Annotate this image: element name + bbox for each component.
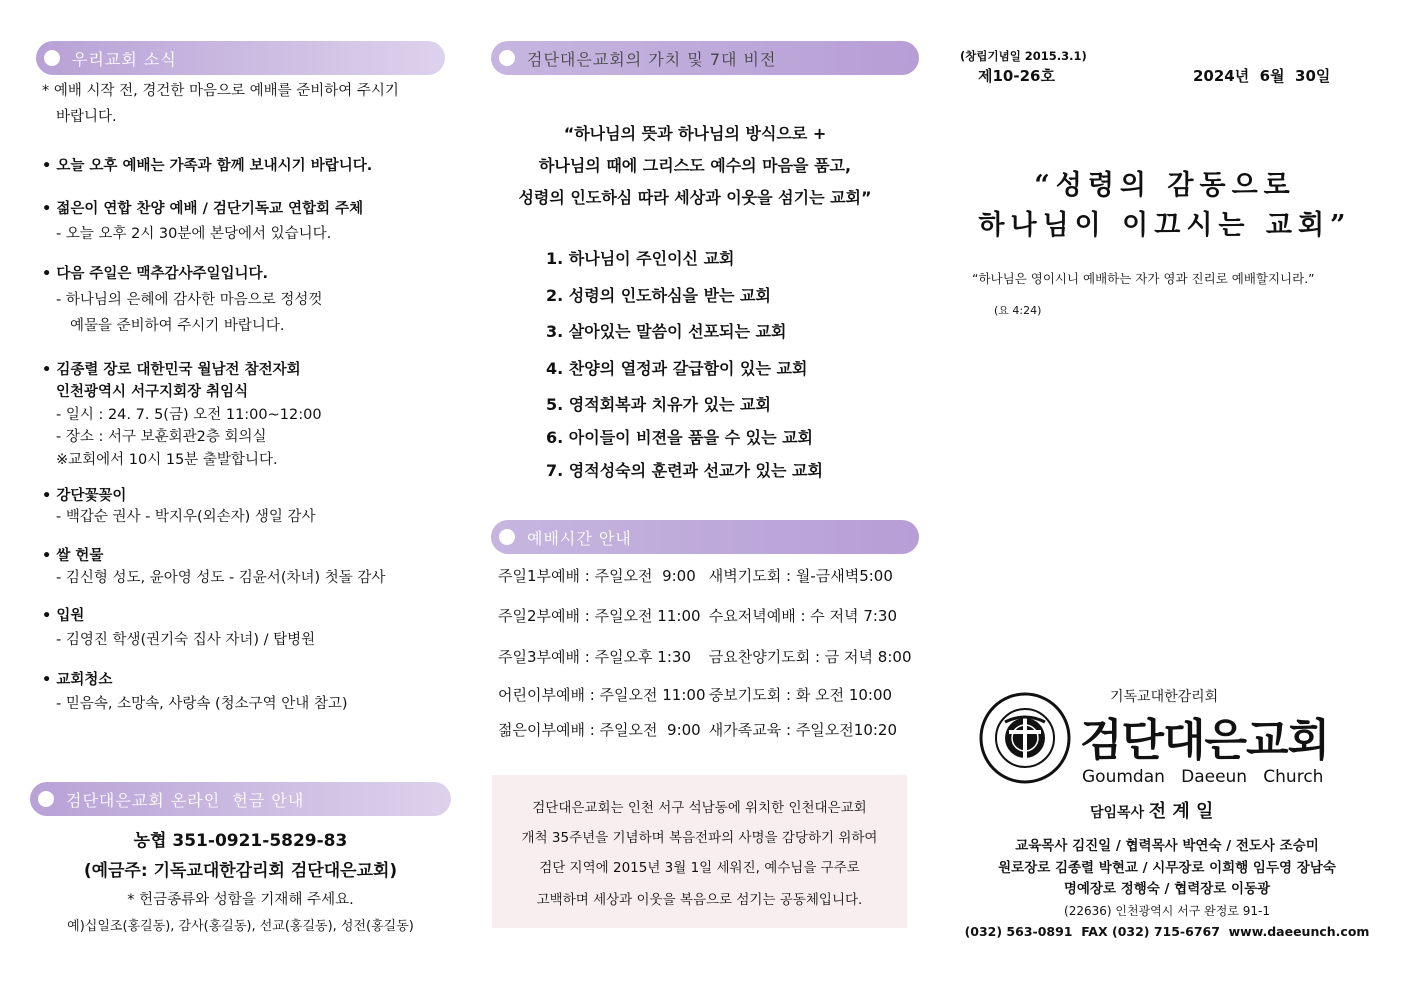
news-item-1: • 오늘 오후 예배는 가족과 함께 보내시기 바랍니다. [42,158,373,174]
vision-header-label: 검단대은교회의 가치 및 7대 비전 [527,49,777,69]
service-right: 수요저녁예배 : 수 저녁 7:30 [708,607,898,625]
vision-item: 6. 아이들이 비젼을 품을 수 있는 교회 [546,428,814,447]
about-line-3: 검단 지역에 2015년 3월 1일 세워진, 예수님을 구주로 [539,860,860,876]
news-item-3-sub2: 예물을 준비하여 주시기 바랍니다. [70,318,285,334]
vision-item: 1. 하나님이 주인이신 교회 [546,249,735,268]
bible-verse-ref: (요 4:24) [994,304,1042,317]
service-left: 젊은이부예배 : 주일오전 9:00 [498,721,701,739]
about-line-4: 고백하며 세상과 이웃을 복음으로 섬기는 공동체입니다. [536,892,863,908]
service-row [498,684,892,705]
bulletin-date: 2024년 6월 30일 [1193,67,1331,85]
service-row [498,565,893,586]
offering-note: * 헌금종류와 성함을 기재해 주세요. [127,892,354,908]
bullet-dot-icon [44,50,60,66]
offering-header [30,782,451,816]
denomination: 기독교대한감리회 [1110,689,1219,705]
vision-quote-1: “하나님의 뜻과 하나님의 방식으로 + [563,124,827,143]
news-item-8-sub: - 믿음속, 소망속, 사랑속 (청소구역 안내 참고) [56,696,348,712]
vision-item: 2. 성령의 인도하심을 받는 교회 [546,286,771,305]
service-row [498,719,897,740]
news-item-4-sub2: - 장소 : 서구 보훈회관2층 회의실 [56,429,267,445]
bullet-dot-icon [499,50,515,66]
service-left: 주일3부예배 : 주일오후 1:30 [498,648,691,666]
service-row [498,646,912,667]
vision-header [491,41,919,75]
news-header [36,41,445,75]
vision-quote-3: 성령의 인도하심 따라 세상과 이웃을 섬기는 교회” [518,188,872,207]
church-name: 검단대은교회 [1080,715,1330,766]
service-row [498,605,897,626]
service-left: 주일1부예배 : 주일오전 9:00 [498,567,696,585]
issue-number: 제10-26호 [978,67,1055,85]
slogan-line-2: 하나님이 이끄시는 교회” [978,210,1352,241]
bullet-dot-icon [38,791,54,807]
about-box [492,775,907,928]
service-left: 주일2부예배 : 주일오전 11:00 [498,607,701,625]
news-item-2-sub: - 오늘 오후 2시 30분에 본당에서 있습니다. [56,226,332,242]
bible-verse: “하나님은 영이시니 예배하는 자가 영과 진리로 예배할지니라.” [972,271,1315,286]
pastor-name: 전 계 일 [1148,801,1214,822]
news-item-6-title: • 쌀 헌물 [42,548,104,564]
news-item-4-sub1: - 일시 : 24. 7. 5(금) 오전 11:00~12:00 [56,407,322,423]
church-name-en: Goumdan Daeeun Church [1082,767,1324,787]
news-intro-2: 바랍니다. [56,109,117,125]
staff-line-3: 명예장로 정행숙 / 협력장로 이동광 [1063,881,1271,897]
slogan-line-1: “성령의 감동으로 [1034,170,1296,201]
news-item-3-sub1: - 하나님의 은혜에 감사한 마음으로 정성껏 [56,292,323,308]
news-item-7-title: • 입원 [42,608,85,624]
news-item-4-sub3: ※교회에서 10시 15분 출발합니다. [56,452,278,468]
founding-date: (창립기념일 2015.3.1) [960,49,1087,63]
service-right: 새가족교육 : 주일오전10:20 [708,721,898,739]
offering-example: 예)십일조(홍길동), 감사(홍길동), 선교(홍길동), 성전(홍길동) [67,919,414,934]
church-contact: (032) 563-0891 FAX (032) 715-6767 www.daeeunch.com [964,924,1370,939]
vision-item: 4. 찬양의 열정과 갈급함이 있는 교회 [546,359,808,378]
staff-line-2: 원로장로 김종렬 박현교 / 시무장로 이희행 임두영 장남숙 [998,860,1336,876]
offering-holder: (예금주: 기독교대한감리회 검단대은교회) [83,861,398,881]
pastor-label: 담임목사 [1090,805,1145,821]
church-address: (22636) 인천광역시 서구 완정로 91-1 [1064,904,1270,918]
service-right: 금요찬양기도회 : 금 저녁 8:00 [708,648,912,666]
bullet-dot-icon [499,529,515,545]
service-right: 새벽기도회 : 월-금새벽5:00 [708,567,893,585]
services-header-label: 예배시간 안내 [527,528,632,548]
offering-account: 농협 351-0921-5829-83 [133,831,348,851]
vision-item: 3. 살아있는 말씀이 선포되는 교회 [546,322,787,341]
news-item-4-title1: • 김종렬 장로 대한민국 월남전 참전자회 [42,362,301,378]
about-line-1: 검단대은교회는 인천 서구 석남동에 위치한 인천대은교회 [532,800,867,816]
news-item-2-title: • 젊은이 연합 찬양 예배 / 검단기독교 연합회 주체 [42,201,364,217]
offering-header-label: 검단대은교회 온라인 헌금 안내 [66,790,305,810]
news-item-3-title: • 다음 주일은 맥추감사주일입니다. [42,266,269,282]
news-item-8-title: • 교회청소 [42,672,113,688]
vision-item: 5. 영적회복과 치유가 있는 교회 [546,395,771,414]
news-header-label: 우리교회 소식 [72,49,177,69]
vision-item: 7. 영적성숙의 훈련과 선교가 있는 교회 [546,461,823,480]
news-intro-1: * 예배 시작 전, 경건한 마음으로 예배를 준비하여 주시기 [42,83,399,99]
vision-quote-2: 하나님의 때에 그리스도 예수의 마음을 품고, [538,156,852,175]
news-item-5-title: • 강단꽃꽂이 [42,488,127,504]
service-right: 중보기도회 : 화 오전 10:00 [708,686,893,704]
news-item-6-sub: - 김신형 성도, 윤아영 성도 - 김윤서(차녀) 첫돌 감사 [56,570,386,586]
church-seal-icon [979,692,1071,784]
services-header [491,520,919,554]
staff-line-1: 교육목사 김진일 / 협력목사 박연숙 / 전도사 조승미 [1015,838,1319,854]
service-left: 어린이부예배 : 주일오전 11:00 [498,686,706,704]
news-item-7-sub: - 김영진 학생(권기숙 집사 자녀) / 탑병원 [56,632,316,648]
about-line-2: 개척 35주년을 기념하며 복음전파의 사명을 감당하기 위하여 [521,830,878,846]
news-item-5-sub: - 백갑순 권사 - 박지우(외손자) 생일 감사 [56,509,316,525]
news-item-4-title2: 인천광역시 서구지회장 취임식 [56,384,249,400]
pastor [1090,797,1213,823]
